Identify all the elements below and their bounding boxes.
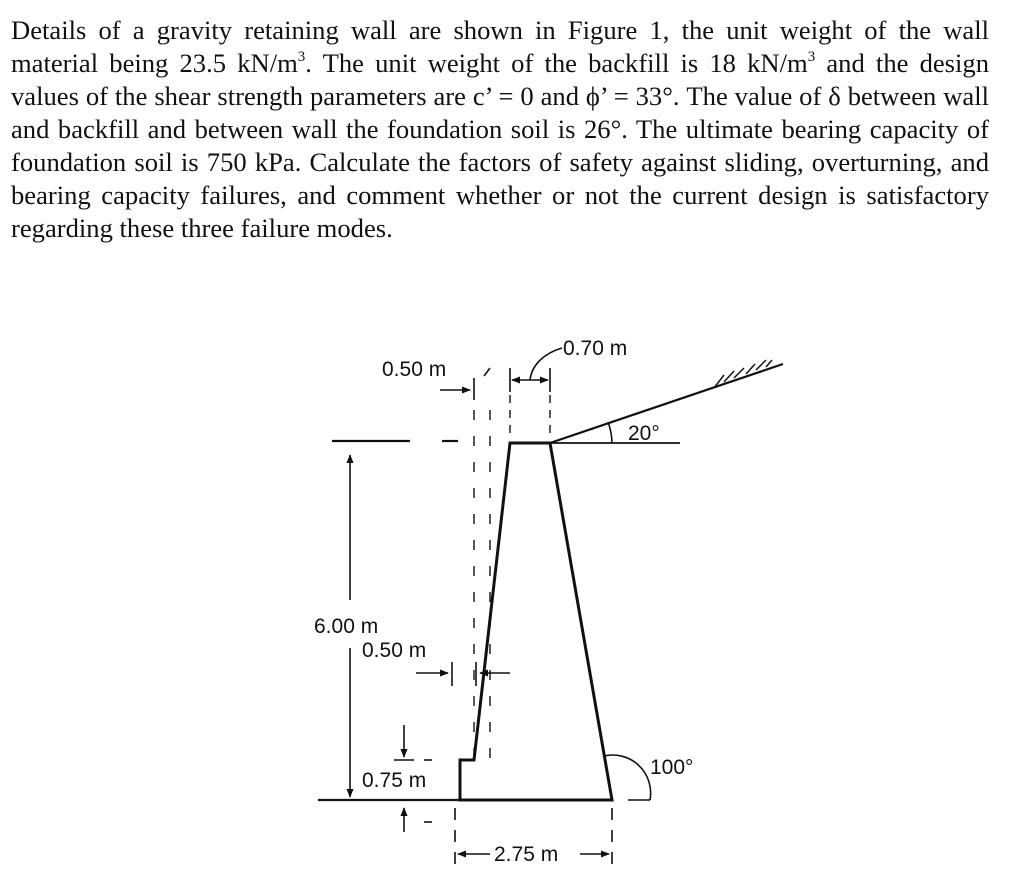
problem-text-part-1: Details of a gravity retaining wall are shown in Figure 1, the unit weight of the wall material being 23.5 kN/m (11, 15, 989, 78)
problem-text-part-3: and the design values of the shear strength parameters are c’ = 0 and ϕ’ = 33°. The value of δ between wall and backfill and between wall the foundation soil is 26°. The ultimate bearing capacity of foundation soil is 750 kPa. Calculate the factors of safety against sliding, overturning, and bearing capacity failures, and comment whether or not the current design is satisfactory regarding these three failure modes. (11, 48, 990, 243)
base-width-label: 2.75 m (494, 843, 559, 866)
unit-exponent: 3 (807, 48, 816, 65)
wall-height-label: 6.00 m (314, 615, 379, 638)
problem-text-part-2: . The unit weight of the backfill is 18 kN/m (305, 48, 808, 78)
backfill-angle-label: 20° (628, 422, 660, 445)
backfill-surface (550, 364, 783, 443)
heel-angle-label: 100° (650, 756, 694, 779)
front-offset-label: 0.50 m (382, 358, 447, 381)
top-width-label: 0.70 m (563, 337, 628, 360)
front-offset-stub (484, 368, 490, 376)
backfill-angle-arc (608, 422, 612, 443)
toe-step-label: 0.50 m (362, 639, 427, 662)
wall-outline (460, 443, 612, 800)
top-width-leader (530, 348, 562, 380)
unit-exponent: 3 (297, 48, 306, 65)
toe-height-label: 0.75 m (362, 769, 427, 792)
